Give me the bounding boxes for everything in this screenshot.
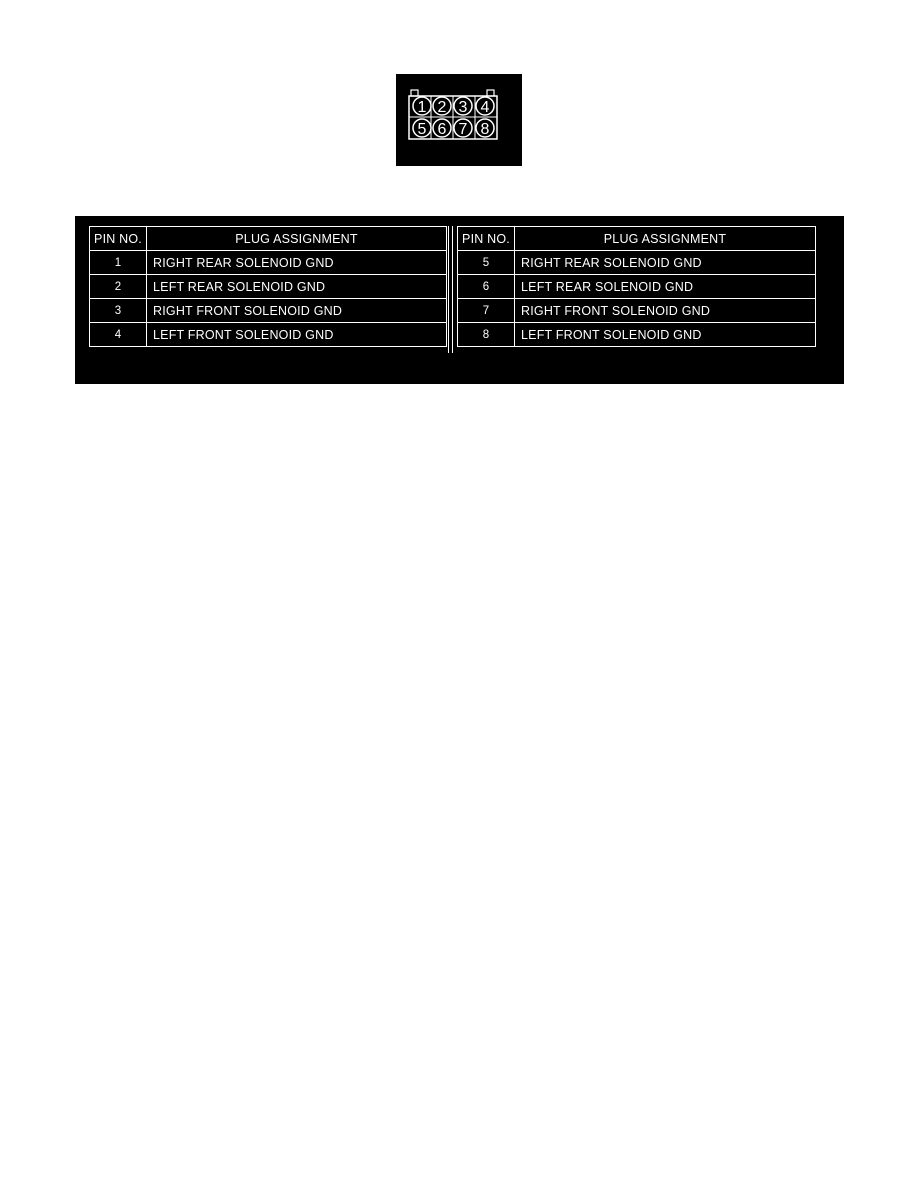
pin-cavity-1 [413, 97, 431, 116]
table-divider [448, 226, 453, 353]
pin-number: 4 [90, 323, 147, 347]
pin-number: 7 [458, 299, 515, 323]
pin-number: 8 [458, 323, 515, 347]
table-row [90, 323, 447, 347]
svg-text:1: 1 [417, 99, 427, 116]
pin-number: 5 [458, 251, 515, 275]
pin-cavity-7 [454, 119, 472, 138]
pin-cavity-8 [476, 119, 494, 138]
pin-table-right [457, 226, 816, 347]
connector-face-diagram [396, 74, 522, 166]
pin-cavity-6 [433, 119, 451, 138]
plug-assignment: LEFT FRONT SOLENOID GND [515, 323, 816, 347]
plug-assignment: LEFT FRONT SOLENOID GND [147, 323, 447, 347]
table-row [90, 299, 447, 323]
table-row [90, 275, 447, 299]
pin-number: 2 [90, 275, 147, 299]
pin-no-header: PIN NO. [458, 227, 515, 251]
plug-assignment: RIGHT REAR SOLENOID GND [147, 251, 447, 275]
table-header-row [458, 227, 816, 251]
table-row [458, 323, 816, 347]
connector-face-svg [396, 74, 522, 166]
svg-text:4: 4 [480, 99, 490, 116]
pin-cavity-3 [454, 97, 472, 116]
pin-assignment-panel [75, 216, 844, 384]
plug-assignment: LEFT REAR SOLENOID GND [515, 275, 816, 299]
pin-no-header: PIN NO. [90, 227, 147, 251]
pin-cavity-2 [433, 97, 451, 116]
plug-assignment: RIGHT REAR SOLENOID GND [515, 251, 816, 275]
svg-text:7: 7 [458, 121, 468, 138]
plug-assignment: RIGHT FRONT SOLENOID GND [515, 299, 816, 323]
pin-number: 3 [90, 299, 147, 323]
connector-tab-left [411, 90, 418, 96]
pin-table-left [89, 226, 447, 347]
pin-cavity-5 [413, 119, 431, 138]
svg-text:5: 5 [417, 121, 427, 138]
pin-number: 6 [458, 275, 515, 299]
svg-text:6: 6 [437, 121, 447, 138]
plug-assignment: LEFT REAR SOLENOID GND [147, 275, 447, 299]
svg-text:2: 2 [437, 99, 447, 116]
plug-assignment-header: PLUG ASSIGNMENT [515, 227, 816, 251]
table-row [90, 251, 447, 275]
pin-number: 1 [90, 251, 147, 275]
svg-text:3: 3 [458, 99, 468, 116]
pin-cavity-4 [476, 97, 494, 116]
plug-assignment: RIGHT FRONT SOLENOID GND [147, 299, 447, 323]
table-header-row [90, 227, 447, 251]
plug-assignment-header: PLUG ASSIGNMENT [147, 227, 447, 251]
table-row [458, 251, 816, 275]
table-row [458, 299, 816, 323]
table-row [458, 275, 816, 299]
svg-text:8: 8 [480, 121, 490, 138]
connector-tab-right [487, 90, 494, 96]
